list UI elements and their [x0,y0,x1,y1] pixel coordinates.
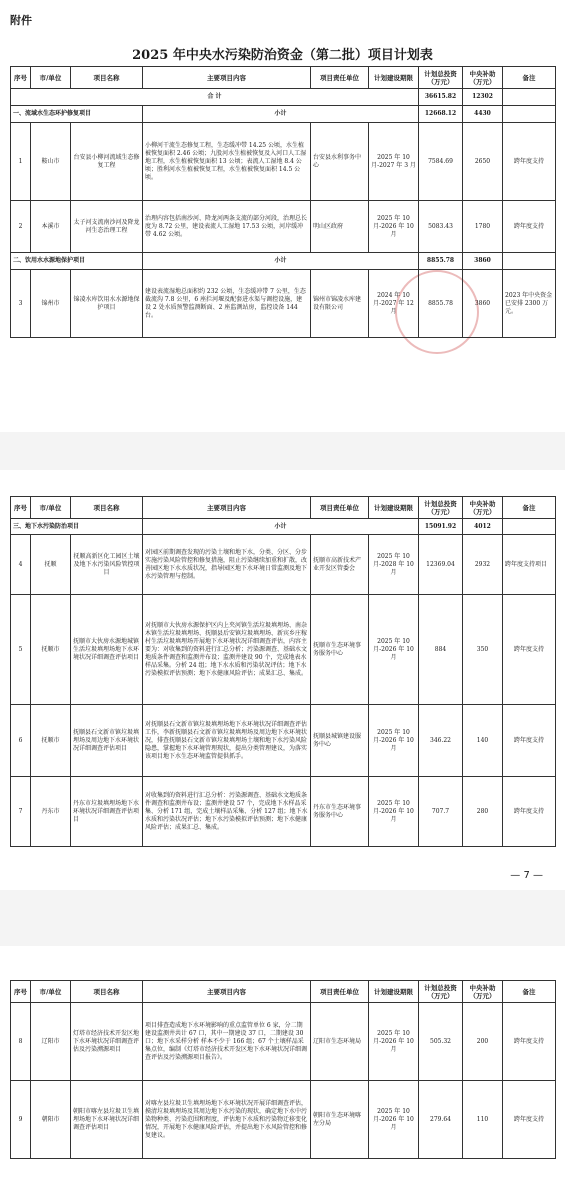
header-subsidy: 中央补助（万元） [463,67,503,89]
cell-note: 跨年度支持 [503,201,556,253]
cell-period: 2025 年 10 月-2028 年 10 月 [369,535,419,595]
table-cell: 备注 [503,981,556,1003]
section-row [11,519,556,535]
cell-unit: 抚顺市高新技术产业开发区管委会 [311,535,369,595]
table-cell: 计划总投资（万元） [419,981,463,1003]
cell-content: 治理内容包括南沙河、降龙河两条支流的部分河段，治理总长度为 8.72 公里，建设表流人工湿地 17.53 公顷，河岸缓冲带 4.62 公顷。 [143,201,311,253]
cell-note: 2023 年中央资金已安排 2300 万元。 [503,270,556,338]
table-cell: 项目责任单位 [311,497,369,519]
cell-unit: 明山区政府 [311,201,369,253]
cell-invest: 8855.78 [419,270,463,338]
section-subsidy: 4012 [463,519,503,535]
table-row [11,201,556,253]
cell-unit: 丹东市生态环境事务服务中心 [311,777,369,847]
cell-name: 台安县小柳河流域生态修复工程 [71,123,143,201]
project-table-2 [10,496,556,847]
total-row [11,89,556,106]
cell-unit: 抚顺县城镇建设服务中心 [311,705,369,777]
cell-subsidy: 3860 [463,270,503,338]
cell-period: 2025 年 10 月-2026 年 10 月 [369,1081,419,1159]
cell-seq: 8 [11,1003,31,1081]
cell-name: 朝阳市喀左县垃圾卫生填埋场地下水环境状况详细调查评估项目 [71,1081,143,1159]
cell-period: 2025 年 10 月-2026 年 10 月 [369,595,419,705]
table-cell: 序号 [11,981,31,1003]
page-gap [0,890,565,946]
cell-subsidy: 1780 [463,201,503,253]
cell-city: 辽阳市 [31,1003,71,1081]
page-number: — 7 — [510,870,543,881]
table-cell: 中央补助（万元） [463,981,503,1003]
cell-content: 对收集到的资料进行汇总分析：污染源调查、基础水文地质条件调查和监测井布设；监测井建设 57 个，完成地下水样品采集、分析 171 组，完成土壤样品采集、分析 127 组；地下水水质和污染状况评估；地下水污染模拟评估预测；地下水健康风险评估；成果汇总、集成。 [143,777,311,847]
cell-content: 小柳河干流生态修复工程，生态缓冲带 14.25 公顷，水生植被恢复面积 2.46 公顷；九股河水生植被恢复及入河口人工湿地工程，水生植被恢复面积 13 公顷；表流人工湿地 8.4 公顷；胜利河水生植被恢复工程，水生植被恢复面积 14.5 公顷。 [143,123,311,201]
section-row [11,253,556,270]
cell-period: 2025 年 10 月-2027 年 3 月 [369,123,419,201]
cell-subsidy: 200 [463,1003,503,1081]
cell-content: 建设表流湿地总面积约 232 公顷，生态缓冲带 7 公里，生态截流沟 7.8 公里，6 座拦河堰及配套进水渠与调控设施，建设 2 处水质预警监测断面、2 座监测站房，监控设备 144 台。 [143,270,311,338]
table-cell: 项目责任单位 [311,981,369,1003]
cell-invest: 707.7 [419,777,463,847]
subtotal-label: 小计 [143,106,419,123]
cell-subsidy: 140 [463,705,503,777]
header-note: 备注 [503,67,556,89]
table-cell: 计划建设期限 [369,497,419,519]
cell-content: 对园区前期调查发现的污染土壤和地下水，分类、分区、分步实施污染风险管控和修复措施，阻止污染继续加重和扩散，改善园区地下水水质状况，指导园区地下水环境日常监测及地下水污染管理与控制。 [143,535,311,595]
cell-invest: 12369.04 [419,535,463,595]
cell-subsidy: 350 [463,595,503,705]
table-cell [503,106,556,123]
section-row [11,106,556,123]
subtotal-label: 小计 [143,519,419,535]
section-invest: 8855.78 [419,253,463,270]
table-row [11,535,556,595]
cell-content: 对抚顺市大伙房水源保护区内上夹河镇生活垃圾填埋场、南杂木镇生活垃圾填埋场、抚顺县后安镇垃圾填埋场、新宾乡庄稼村生活垃圾填埋场开展地下水环境状况详细调查评估，内容主要为：对收集到的资料进行汇总分析；污染源调查、基础水文地质条件调查和监测井布设；监测井建设 90 个，完成地表水样品采集。分析 24 组；地下水水质和污染状况评估；地下水污染模拟评估预测；地下水健康风险评估；成果汇总、集成。 [143,595,311,705]
cell-city: 丹东市 [31,777,71,847]
table-cell: 备注 [503,497,556,519]
table-header-row [11,497,556,519]
cell-city: 抚顺 [31,535,71,595]
table-cell: 序号 [11,497,31,519]
cell-seq: 9 [11,1081,31,1159]
cell-note: 跨年度支持 [503,1003,556,1081]
cell-content: 项目排查造成地下水环境影响的重点监管单位 6 家，分二期建设监测井共计 67 口，其中一期建设 37 口，二期建设 30 口；地下水采样分析 样本不少于 166 组；67 个土壤样品采集点位，编制《灯塔市经济技术开发区地下水环境状况详细调查评估及污染溯源项目报告》。 [143,1003,311,1081]
cell-invest: 279.64 [419,1081,463,1159]
table-cell: 项目名称 [71,497,143,519]
header-content: 主要项目内容 [143,67,311,89]
table-cell: 计划建设期限 [369,981,419,1003]
document-page-3 [0,946,565,1197]
header-city: 市/单位 [31,67,71,89]
header-invest: 计划总投资（万元） [419,67,463,89]
table-row [11,123,556,201]
table-row [11,777,556,847]
cell-unit: 朝阳市生态环境喀左分局 [311,1081,369,1159]
total-label: 合 计 [11,89,419,106]
cell-city: 鞍山市 [31,123,71,201]
cell-city: 抚顺市 [31,595,71,705]
cell-name: 抚顺县石文新市镇垃圾填埋场及周边地下水环境状况详细调查评估项目 [71,705,143,777]
page-gap [0,432,565,470]
cell-period: 2025 年 10 月-2026 年 10 月 [369,1003,419,1081]
project-table-1 [10,66,556,338]
header-unit: 项目责任单位 [311,67,369,89]
cell-seq: 3 [11,270,31,338]
header-name: 项目名称 [71,67,143,89]
table-cell [503,519,556,535]
table-cell: 中央补助（万元） [463,497,503,519]
cell-name: 太子河支流南沙河及降龙河生态治理工程 [71,201,143,253]
cell-seq: 1 [11,123,31,201]
cell-note: 跨年度支持 [503,777,556,847]
cell-note: 跨年度支持 [503,123,556,201]
table-row [11,595,556,705]
cell-subsidy: 110 [463,1081,503,1159]
document-page-1 [0,0,565,432]
cell-period: 2024 年 10 月-2027 年 12 月 [369,270,419,338]
table-cell: 主要项目内容 [143,981,311,1003]
table-cell [503,89,556,106]
section-subsidy: 3860 [463,253,503,270]
cell-content: 对抚顺县石文新市镇垃圾填埋场地下水环境状况详细调查评估工作，李新抚顺县石文新市镇垃圾填埋场及周边地下水环境状况，排查抚顺县石文新市镇垃圾填埋场土壤和地下水污染风险隐患，掌握地下水环境管理现状，提出分类管理建议，为落实该项目地下水生态环境监管提供抓手。 [143,705,311,777]
section-label: 三、地下水污染防治项目 [11,519,143,535]
table-cell: 项目名称 [71,981,143,1003]
table-cell [503,253,556,270]
cell-seq: 4 [11,535,31,595]
table-row [11,705,556,777]
cell-seq: 6 [11,705,31,777]
cell-invest: 5083.43 [419,201,463,253]
cell-name: 抚顺高新区化工园区土壤及地下水污染风险管控项目 [71,535,143,595]
cell-invest: 884 [419,595,463,705]
cell-seq: 2 [11,201,31,253]
project-table-3 [10,980,556,1159]
cell-note: 跨年度支持 [503,1081,556,1159]
table-row [11,1003,556,1081]
cell-note: 跨年度支持 [503,705,556,777]
section-invest: 12668.12 [419,106,463,123]
total-invest: 36615.82 [419,89,463,106]
section-invest: 15091.92 [419,519,463,535]
cell-note: 跨年度支持 [503,595,556,705]
cell-city: 抚顺市 [31,705,71,777]
cell-invest: 505.32 [419,1003,463,1081]
cell-unit: 锦州市锦凌水库建设有限公司 [311,270,369,338]
cell-city: 锦州市 [31,270,71,338]
cell-seq: 7 [11,777,31,847]
document-page-2 [0,470,565,890]
cell-seq: 5 [11,595,31,705]
cell-subsidy: 2650 [463,123,503,201]
section-subsidy: 4430 [463,106,503,123]
cell-note: 跨年度支持项目 [503,535,556,595]
cell-unit: 抚顺市生态环境事务服务中心 [311,595,369,705]
section-label: 一、流域水生态环护修复项目 [11,106,143,123]
page-title: 2025 年中央水污染防治资金（第二批）项目计划表 [132,48,433,63]
total-subsidy: 12302 [463,89,503,106]
table-header-row [11,981,556,1003]
table-cell: 计划总投资（万元） [419,497,463,519]
cell-period: 2025 年 10 月-2026 年 10 月 [369,705,419,777]
cell-unit: 辽阳市生态环境局 [311,1003,369,1081]
table-row [11,270,556,338]
cell-city: 朝阳市 [31,1081,71,1159]
cell-period: 2025 年 10 月-2026 年 10 月 [369,201,419,253]
cell-city: 本溪市 [31,201,71,253]
cell-period: 2025 年 10 月-2026 年 10 月 [369,777,419,847]
table-cell: 市/单位 [31,497,71,519]
cell-unit: 台安县水利事务中心 [311,123,369,201]
cell-content: 对喀左县垃圾卫生填埋场地下水环境状况开展详细调查评估，摸清垃圾填埋场及其周边地下水污染的现状，确定地下水中污染物种类、污染范围和程度，评估地下水质和污染物迁移变化情况，开展地下水健康风险评估，并提出地下水风险管控和修复建议。 [143,1081,311,1159]
cell-name: 抚顺市大伙房水源地城镇生活垃圾填埋场地下水环境状况详细调查评估项目 [71,595,143,705]
table-cell: 主要项目内容 [143,497,311,519]
cell-subsidy: 2932 [463,535,503,595]
header-seq: 序号 [11,67,31,89]
section-label: 二、饮用水水源地保护项目 [11,253,143,270]
cell-name: 锦凌水库饮用水水源地保护项目 [71,270,143,338]
cell-subsidy: 280 [463,777,503,847]
subtotal-label: 小计 [143,253,419,270]
cell-invest: 7584.69 [419,123,463,201]
header-period: 计划建设期限 [369,67,419,89]
table-row [11,1081,556,1159]
cell-invest: 346.22 [419,705,463,777]
cell-name: 灯塔市经济技术开发区地下水环境状况详细调查评估及污染溯源项目 [71,1003,143,1081]
table-header-row [11,67,556,89]
table-cell: 市/单位 [31,981,71,1003]
cell-name: 丹东市垃圾填埋场地下水环境状况详细调查评估项目 [71,777,143,847]
attachment-label: 附件 [10,14,32,27]
